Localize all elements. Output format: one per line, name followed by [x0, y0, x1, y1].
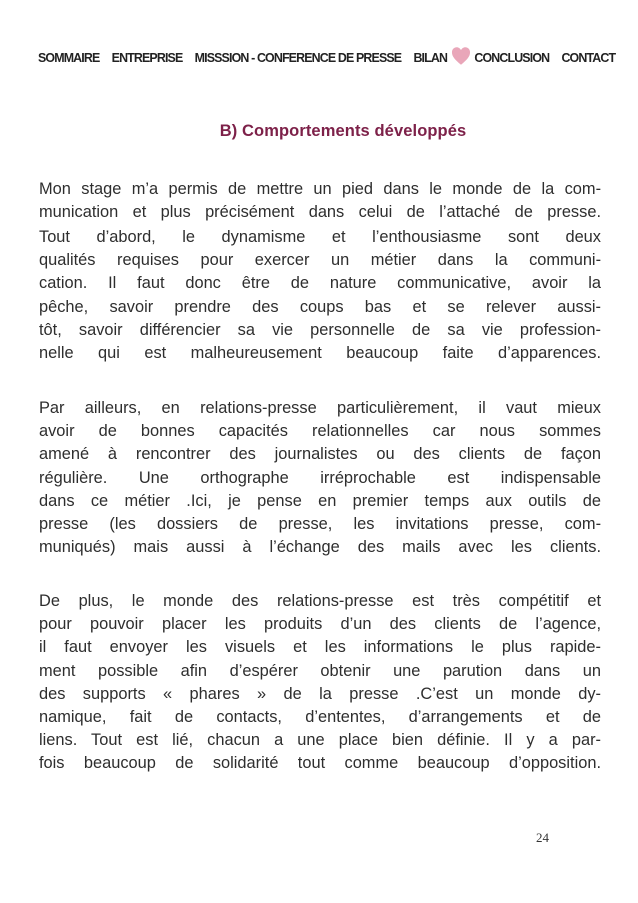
heart-icon — [451, 45, 472, 67]
nav-item-conclusion[interactable]: CONCLUSION — [474, 49, 550, 65]
text-line: namique, fait de contacts, d’ententes, d’arrangements et de — [39, 708, 602, 727]
text-line: munication et plus précisément dans celui de l’attaché de presse. — [39, 203, 601, 222]
text-line: amené à rencontrer des journalistes ou des clients de façon — [39, 445, 602, 464]
text-line: presse (les dossiers de presse, les invitations presse, com- — [39, 515, 602, 534]
nav-item-sommaire[interactable]: SOMMAIRE — [38, 49, 100, 65]
paragraph-4 — [39, 590, 601, 776]
text-line: qualités requises pour exercer un métier dans la communi- — [39, 251, 602, 270]
text-line: De plus, le monde des relations-presse est très compétitif et — [39, 592, 602, 610]
nav-item-bilan[interactable]: BILAN — [413, 49, 448, 65]
text-line: avoir de bonnes capacités relationnelles car nous sommes — [39, 422, 601, 441]
paragraph-3 — [39, 397, 601, 559]
text-line: tôt, savoir différencier sa vie personnelle de sa vie profession- — [39, 320, 601, 339]
section-title-text: B) Comportements développés — [219, 122, 467, 140]
text-line: il faut envoyer les visuels et les informations le plus rapide- — [39, 638, 601, 657]
text-line: liens. Tout est lié, chacun a une place bien définie. Il y a par- — [39, 731, 601, 750]
top-navigation — [38, 44, 616, 70]
text-line: Mon stage m’a permis de mettre un pied dans le monde de la com- — [39, 180, 602, 198]
heart-icon-graphic — [451, 45, 472, 67]
paragraph-2 — [39, 226, 601, 365]
paragraph-1 — [39, 178, 601, 224]
text-line: muniqués) mais aussi à l’échange des mails avec les clients. — [39, 538, 601, 557]
text-line: pêche, savoir prendre des coups bas et se relever aussi- — [39, 297, 602, 316]
section-title — [0, 122, 638, 141]
page-number: 24 — [536, 830, 549, 845]
text-line: cation. Il faut donc être de nature communicative, avoir la — [39, 274, 601, 293]
text-line: Par ailleurs, en relations-presse particulièrement, il vaut mieux — [39, 399, 601, 417]
nav-item-contact[interactable]: CONTACT — [561, 49, 616, 65]
text-line: pour pouvoir placer les produits d’un des clients de l’agence, — [39, 615, 602, 634]
text-line: Tout d’abord, le dynamisme et l’enthousiasme sont deux — [39, 228, 601, 246]
text-line: des supports « phares » de la presse .C’est un monde dy- — [39, 684, 601, 703]
text-line: nelle qui est malheureusement beaucoup faite d’apparences. — [39, 344, 602, 363]
text-line: régulière. Une orthographe irréprochable est indispensable — [39, 468, 601, 487]
nav-item-mission-conference[interactable]: MISSSION - CONFERENCE DE PRESSE — [194, 49, 402, 65]
text-line: ment possible afin d’espérer obtenir une parution dans un — [39, 661, 601, 680]
text-line: fois beaucoup de solidarité tout comme beaucoup d’opposition. — [39, 754, 601, 773]
text-line: dans ce métier .Ici, je pense en premier temps aux outils de — [39, 491, 601, 510]
nav-item-entreprise[interactable]: ENTREPRISE — [111, 49, 183, 65]
